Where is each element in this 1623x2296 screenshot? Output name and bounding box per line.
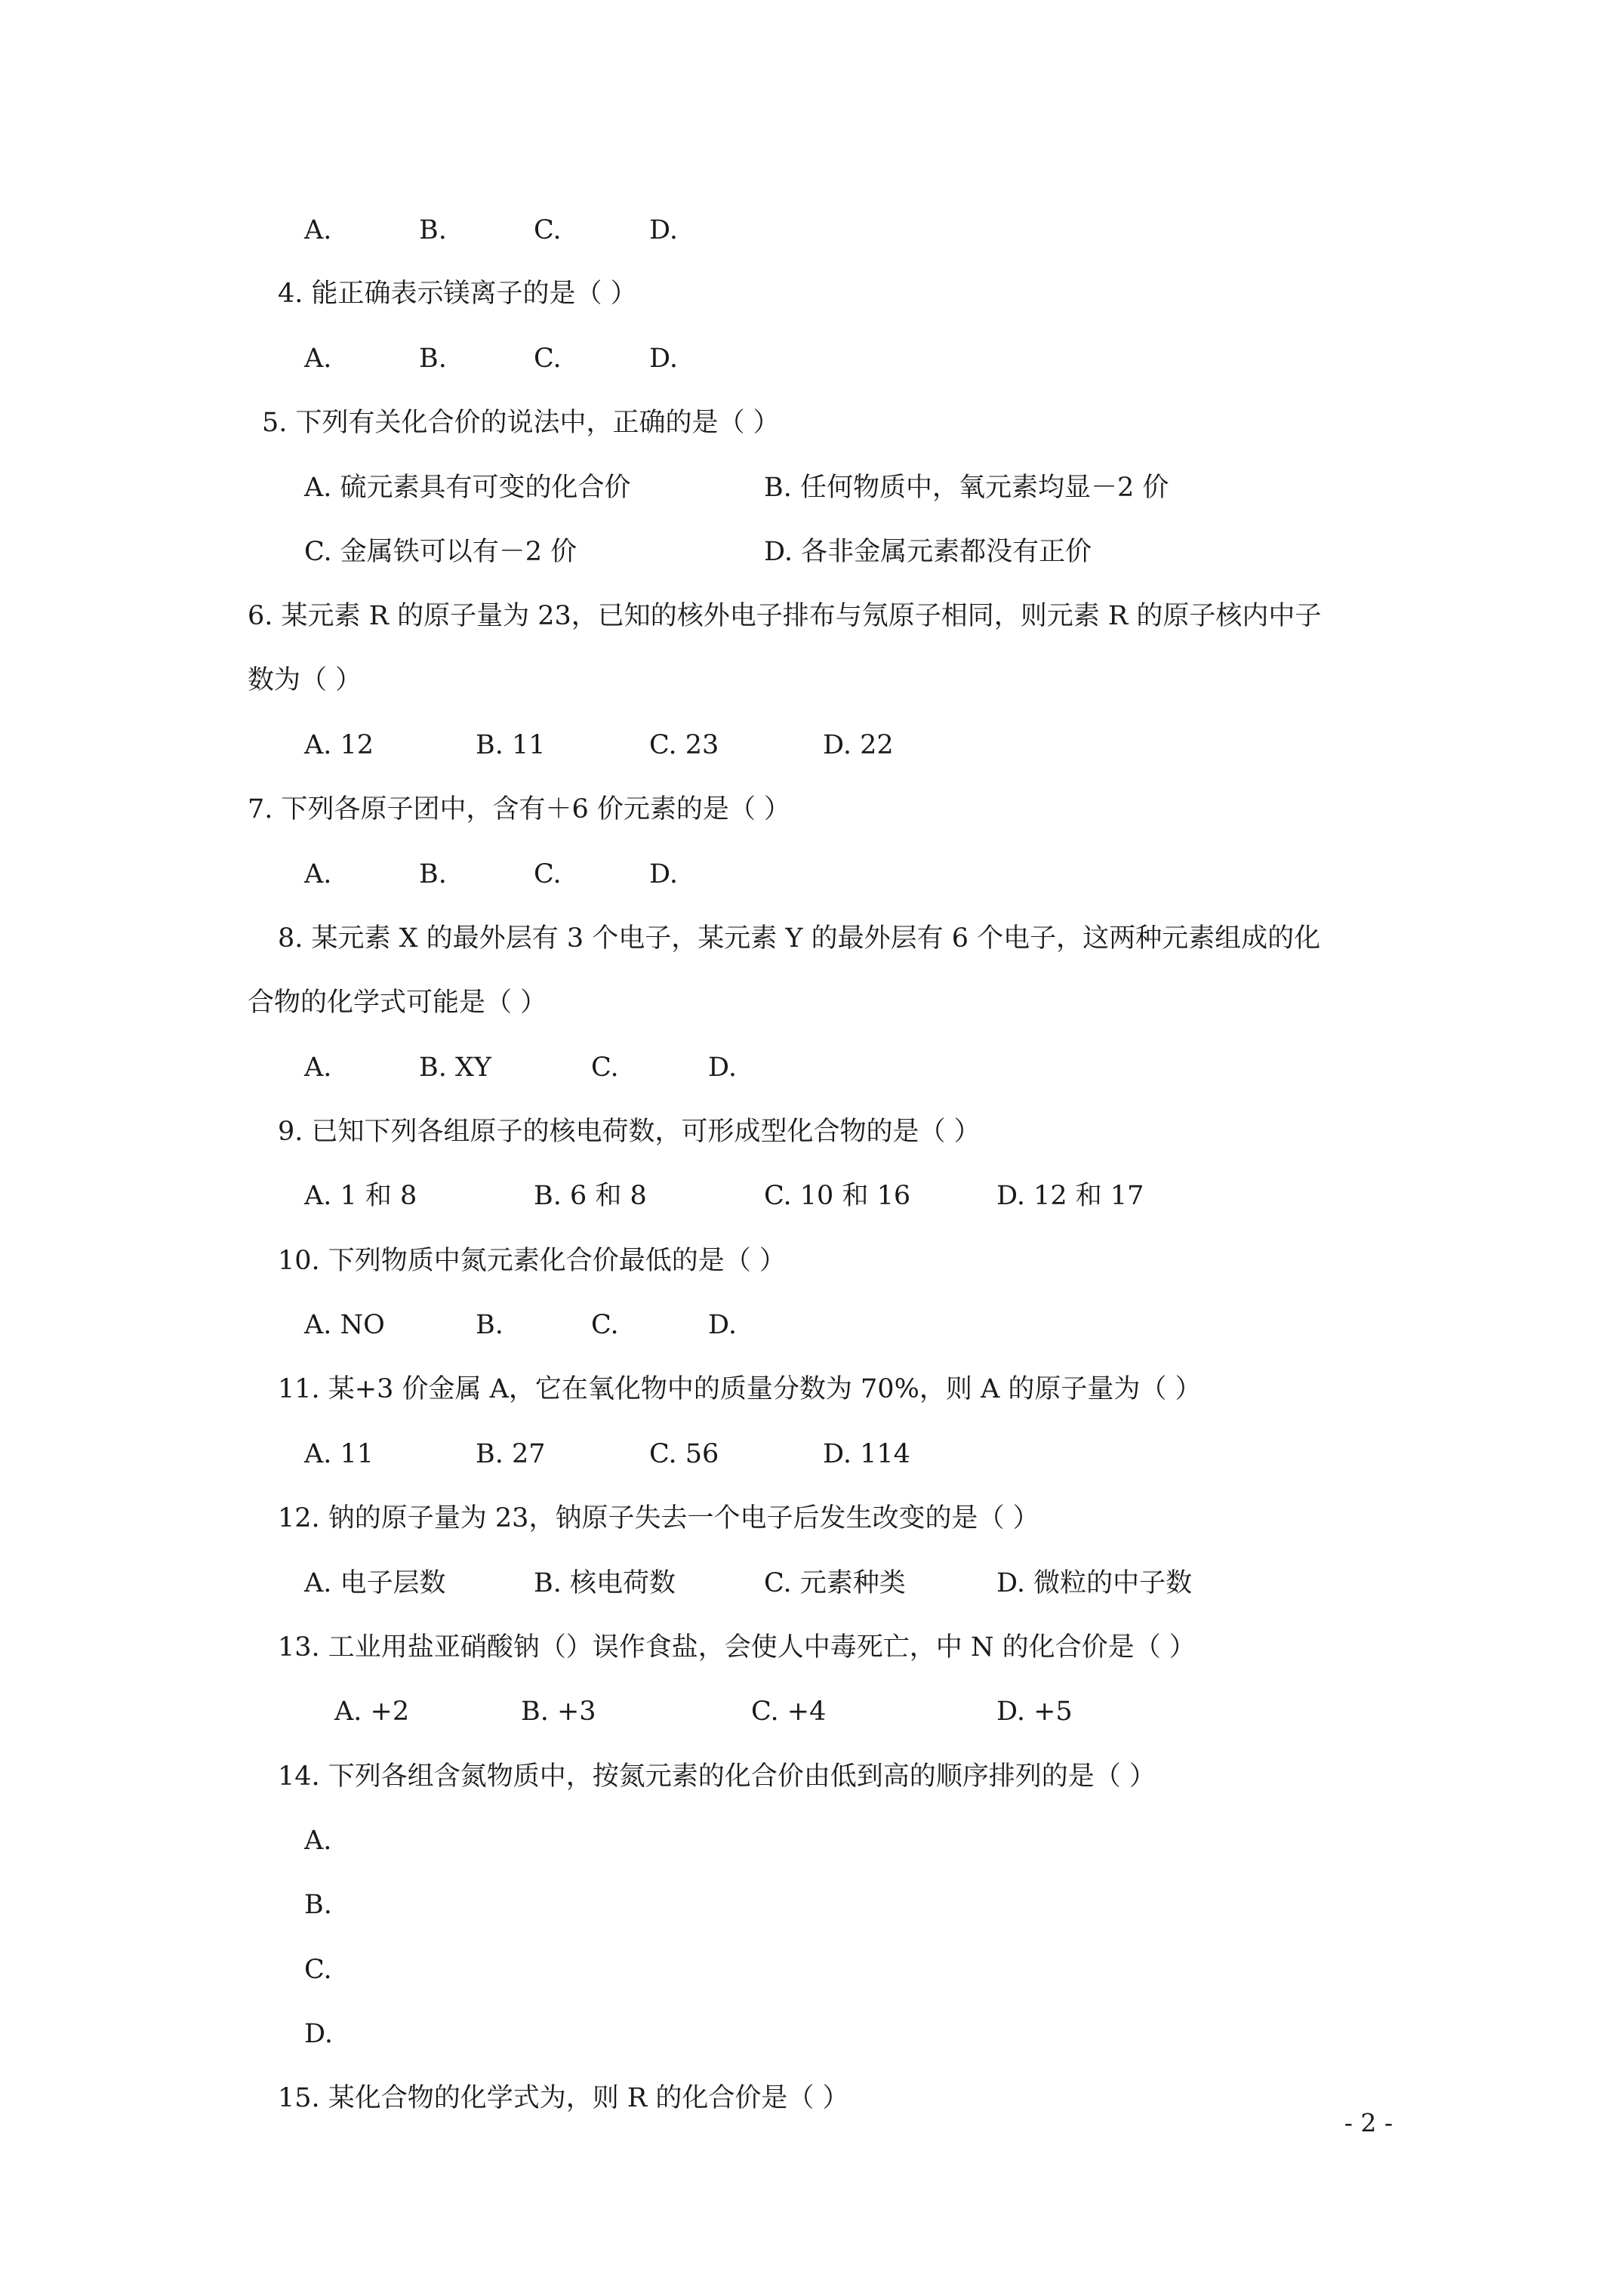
question-line: 10. 下列物质中氮元素化合价最低的是（ ） bbox=[278, 1246, 786, 1276]
answer-option: A. 12 bbox=[304, 730, 374, 760]
answer-option: D. bbox=[649, 859, 678, 889]
question-line: 11. 某+3 价金属 A，它在氧化物中的质量分数为 70%，则 A 的原子量为（ ） bbox=[278, 1374, 1202, 1404]
answer-option: D. 微粒的中子数 bbox=[996, 1568, 1193, 1598]
question-line: 14. 下列各组含氮物质中，按氮元素的化合价由低到高的顺序排列的是（ ） bbox=[278, 1761, 1156, 1792]
answer-option: A. bbox=[304, 859, 332, 889]
question-line: 数为（ ） bbox=[248, 665, 362, 695]
question-line: 8. 某元素 X 的最外层有 3 个电子，某元素 Y 的最外层有 6 个电子，这两种元素组成的化 bbox=[278, 923, 1321, 954]
answer-option: D. bbox=[708, 1052, 737, 1083]
answer-option: B. bbox=[304, 1890, 332, 1920]
answer-option: C. 56 bbox=[649, 1439, 719, 1469]
question-line: 13. 工业用盐亚硝酸钠（）误作食盐，会使人中毒死亡，中 N 的化合价是（ ） bbox=[278, 1632, 1196, 1663]
answer-option: D. +5 bbox=[996, 1697, 1073, 1727]
answer-option: C. bbox=[534, 344, 562, 374]
answer-option: C. bbox=[304, 1955, 332, 1985]
answer-option: B. bbox=[476, 1310, 504, 1340]
answer-option: A. 电子层数 bbox=[304, 1568, 446, 1598]
page-number: - 2 - bbox=[1344, 2108, 1393, 2137]
answer-option: B. bbox=[419, 859, 447, 889]
answer-option: A. bbox=[304, 344, 332, 374]
answer-option: A. bbox=[304, 1052, 332, 1083]
answer-option: D. bbox=[708, 1310, 737, 1340]
answer-option: C. 金属铁可以有－2 价 bbox=[304, 537, 577, 567]
question-line: 12. 钠的原子量为 23，钠原子失去一个电子后发生改变的是（ ） bbox=[278, 1503, 1039, 1533]
answer-option: A. bbox=[304, 215, 332, 245]
answer-option: B. bbox=[419, 215, 447, 245]
answer-option: C. 10 和 16 bbox=[764, 1181, 911, 1211]
answer-option: B. 核电荷数 bbox=[534, 1568, 676, 1598]
answer-option: B. 任何物质中，氧元素均显－2 价 bbox=[764, 473, 1169, 503]
answer-option: C. bbox=[534, 215, 562, 245]
answer-option: C. bbox=[534, 859, 562, 889]
answer-option: A. NO bbox=[304, 1310, 385, 1340]
answer-option: C. bbox=[591, 1310, 619, 1340]
answer-option: B. 6 和 8 bbox=[534, 1181, 647, 1211]
question-line: 4. 能正确表示镁离子的是（ ） bbox=[278, 279, 637, 309]
answer-option: D. 114 bbox=[823, 1439, 910, 1469]
answer-option: B. 27 bbox=[476, 1439, 546, 1469]
answer-option: A. 1 和 8 bbox=[304, 1181, 417, 1211]
answer-option: A. bbox=[304, 1826, 332, 1856]
question-line: 7. 下列各原子团中，含有＋6 价元素的是（ ） bbox=[248, 794, 791, 824]
answer-option: A. +2 bbox=[334, 1697, 410, 1727]
answer-option: C. +4 bbox=[751, 1697, 827, 1727]
answer-option: C. 23 bbox=[649, 730, 719, 760]
answer-option: B. +3 bbox=[521, 1697, 596, 1727]
question-line: 5. 下列有关化合价的说法中，正确的是（ ） bbox=[262, 408, 780, 438]
question-line: 合物的化学式可能是（ ） bbox=[248, 988, 547, 1018]
answer-option: B. 11 bbox=[476, 730, 546, 760]
answer-option: D. bbox=[304, 2019, 333, 2049]
answer-option: A. 硫元素具有可变的化合价 bbox=[304, 473, 631, 503]
answer-option: D. 22 bbox=[823, 730, 894, 760]
question-line: 9. 已知下列各组原子的核电荷数，可形成型化合物的是（ ） bbox=[278, 1117, 981, 1147]
answer-option: C. 元素种类 bbox=[764, 1568, 906, 1598]
answer-option: C. bbox=[591, 1052, 619, 1083]
answer-option: D. 各非金属元素都没有正价 bbox=[764, 537, 1092, 567]
question-line: 15. 某化合物的化学式为，则 R 的化合价是（ ） bbox=[278, 2083, 849, 2113]
answer-option: D. bbox=[649, 215, 678, 245]
answer-option: B. XY bbox=[419, 1052, 491, 1083]
answer-option: D. 12 和 17 bbox=[996, 1181, 1144, 1211]
question-line: 6. 某元素 R 的原子量为 23，已知的核外电子排布与氖原子相同，则元素 R 的原子核内中子 bbox=[248, 601, 1322, 631]
answer-option: B. bbox=[419, 344, 447, 374]
answer-option: D. bbox=[649, 344, 678, 374]
answer-option: A. 11 bbox=[304, 1439, 374, 1469]
